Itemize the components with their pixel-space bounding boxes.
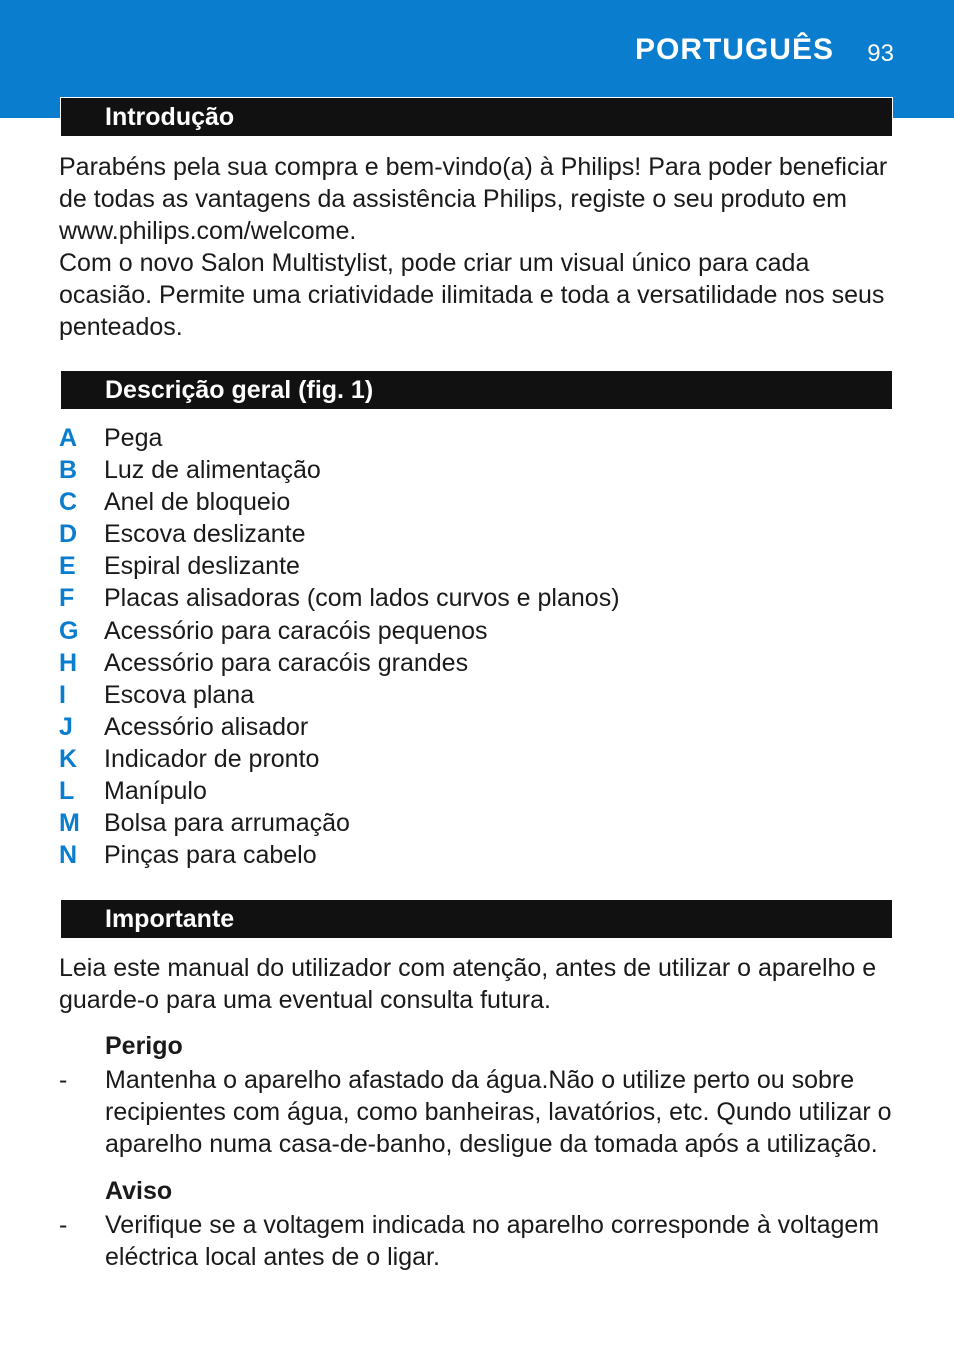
part-label: Anel de bloqueio: [104, 488, 291, 517]
list-item: [59, 807, 620, 839]
part-letter: N: [59, 841, 78, 870]
section-header-important: [60, 899, 893, 939]
intro-paragraph-1: Parabéns pela sua compra e bem-vindo(a) à Philips! Para poder beneficiar de todas as vantagens da assistência Philips, registe o seu produto em www.philips.com/welcome.: [59, 153, 888, 245]
part-letter: I: [59, 680, 66, 709]
bullet-text: Verifique se a voltagem indicada no aparelho corresponde à voltagem eléctrica local antes de o ligar.: [105, 1211, 880, 1271]
part-label: Acessório para caracóis grandes: [104, 648, 469, 677]
warning-bullet: [59, 1209, 909, 1273]
list-item: [59, 679, 620, 711]
list-item: [59, 518, 620, 550]
part-letter: E: [59, 552, 76, 581]
parts-list: [59, 422, 620, 871]
part-label: Placas alisadoras (com lados curvos e planos): [104, 584, 620, 613]
list-item: [59, 839, 620, 871]
part-label: Bolsa para arrumação: [104, 809, 350, 838]
list-item: [59, 647, 620, 679]
part-letter: G: [59, 616, 79, 645]
list-item: [59, 486, 620, 518]
part-letter: L: [59, 777, 75, 806]
list-item: [59, 743, 620, 775]
danger-heading: Perigo: [105, 1032, 183, 1060]
part-letter: M: [59, 809, 80, 838]
part-label: Escova deslizante: [104, 520, 306, 549]
list-item: [59, 422, 620, 454]
intro-paragraph-2: Com o novo Salon Multistylist, pode criar um visual único para cada ocasião. Permite uma criatividade ilimitada e toda a versatilidade nos seus penteados.: [59, 249, 885, 341]
section-title: Descrição geral (fig. 1): [105, 376, 374, 404]
part-label: Escova plana: [104, 680, 255, 709]
part-label: Acessório alisador: [104, 712, 309, 741]
important-paragraph: Leia este manual do utilizador com atenção, antes de utilizar o aparelho e guarde-o para uma eventual consulta futura.: [59, 954, 877, 1014]
warning-heading: Aviso: [105, 1177, 173, 1205]
list-item: [59, 775, 620, 807]
part-label: Acessório para caracóis pequenos: [104, 616, 488, 645]
danger-bullet: [59, 1064, 909, 1160]
part-letter: H: [59, 648, 78, 677]
part-label: Indicador de pronto: [104, 744, 320, 773]
part-letter: B: [59, 456, 78, 485]
bullet-text: Mantenha o aparelho afastado da água.Não o utilize perto ou sobre recipientes com água, como banheiras, lavatórios, etc. Qundo utilizar o aparelho numa casa-de-banho, desligue da tomada após a utilização.: [105, 1066, 892, 1158]
list-item: [59, 550, 620, 582]
page-number: 93: [867, 40, 894, 67]
part-label: Pinças para cabelo: [104, 841, 317, 870]
section-title: Introdução: [105, 103, 235, 131]
part-label: Pega: [104, 424, 163, 452]
section-title: Importante: [105, 905, 235, 933]
bullet-dash: -: [59, 1066, 68, 1094]
part-letter: K: [59, 744, 78, 773]
part-label: Espiral deslizante: [104, 552, 300, 581]
language-title: PORTUGUÊS: [634, 33, 834, 66]
bullet-dash: -: [59, 1211, 68, 1239]
part-letter: A: [59, 424, 78, 452]
part-letter: C: [59, 488, 78, 517]
section-header-overview: [60, 370, 893, 410]
part-label: Manípulo: [104, 777, 207, 806]
part-letter: F: [59, 584, 75, 613]
list-item: [59, 454, 620, 486]
list-item: [59, 615, 620, 647]
part-letter: D: [59, 520, 78, 549]
part-letter: J: [59, 712, 73, 741]
list-item: [59, 582, 620, 614]
section-header-intro: [60, 97, 893, 137]
list-item: [59, 711, 620, 743]
part-label: Luz de alimentação: [104, 456, 321, 485]
